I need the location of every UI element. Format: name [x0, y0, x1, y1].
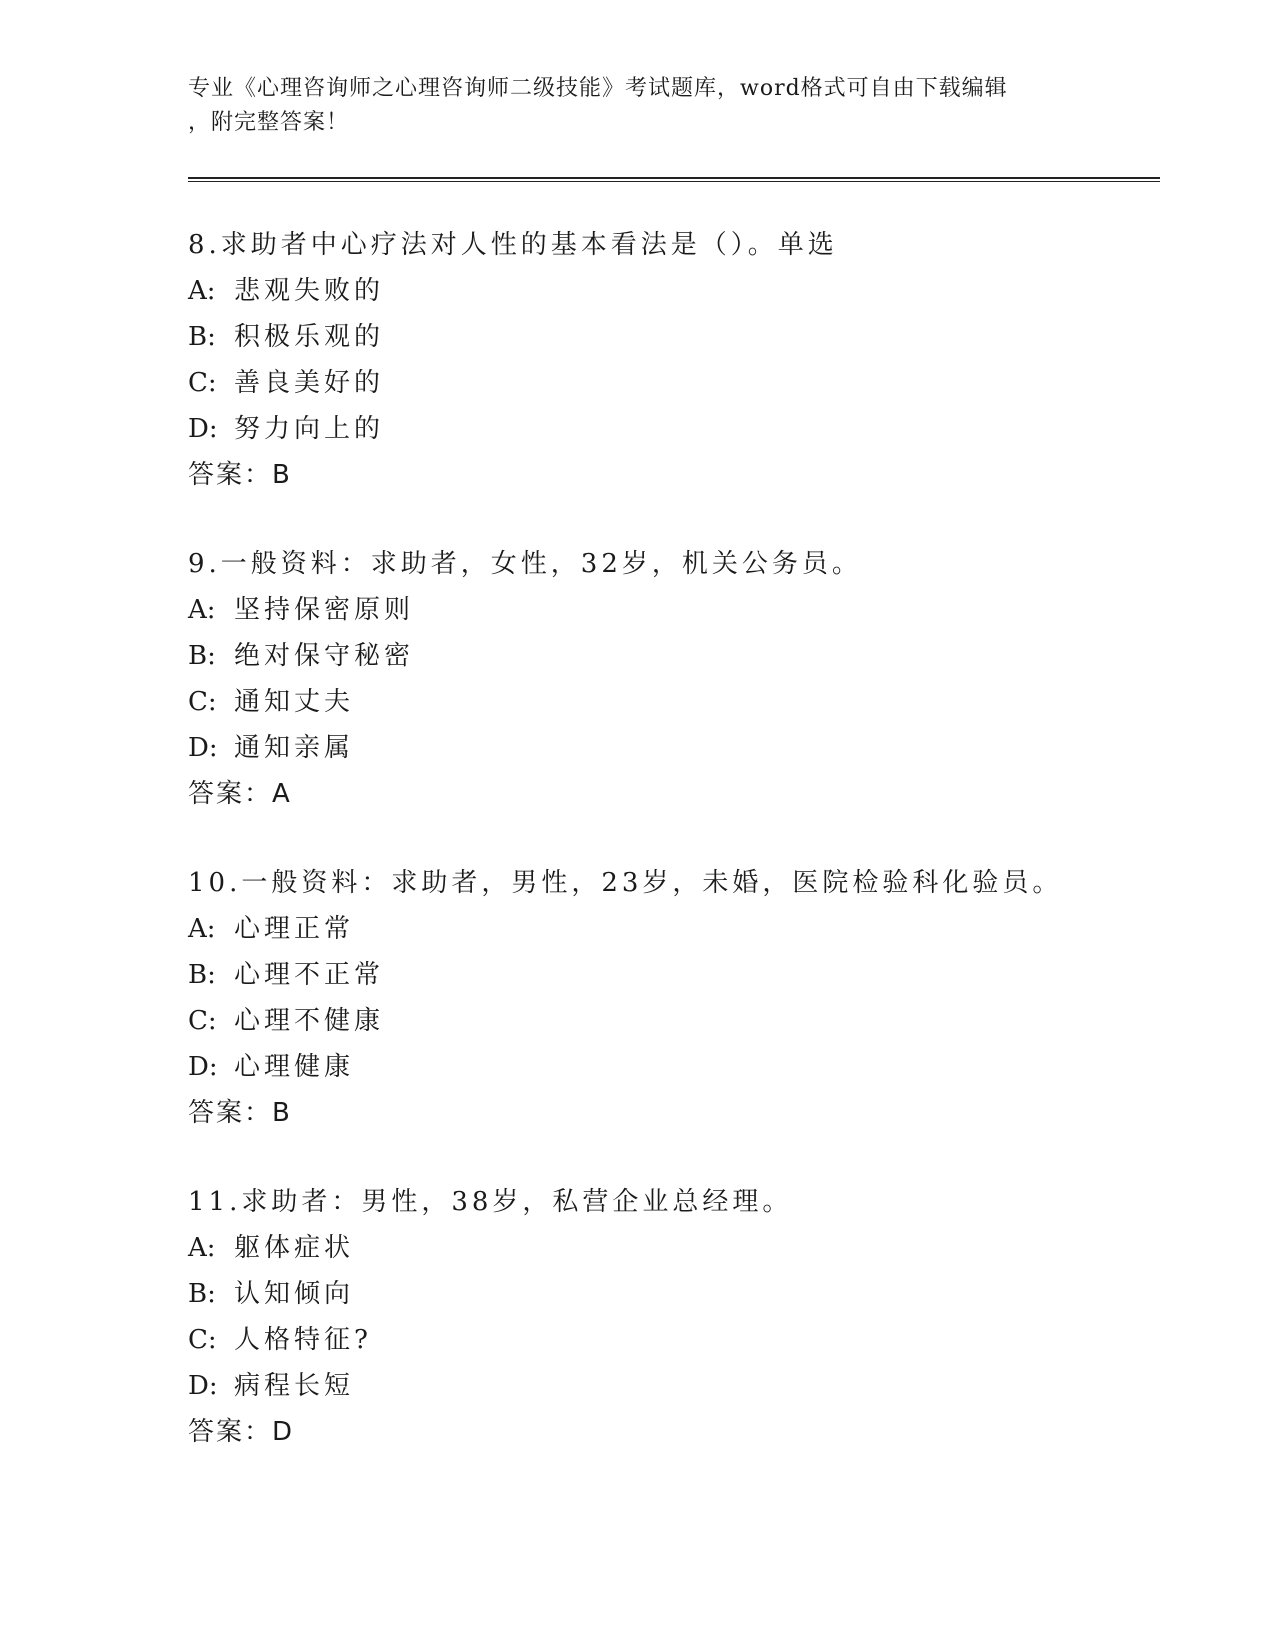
option-text: 认知倾向: [234, 1279, 355, 1309]
option-key: A:: [188, 1233, 216, 1263]
option-d: [188, 406, 1168, 452]
option-text: 心理不正常: [234, 960, 385, 990]
question-stem: 10.一般资料：求助者，男性，23岁，未婚，医院检验科化验员。: [188, 868, 1063, 898]
option-text: 通知丈夫: [234, 687, 355, 717]
option-key: B:: [188, 960, 216, 990]
option-text: 心理健康: [234, 1052, 355, 1082]
option-text: 悲观失败的: [234, 276, 385, 306]
option-text: 绝对保守秘密: [234, 641, 415, 671]
option-a: [188, 268, 1168, 314]
document-header: [188, 72, 1068, 140]
question-stem: 9.一般资料：求助者，女性，32岁，机关公务员。: [188, 549, 862, 579]
question-stem: 8.求助者中心疗法对人性的基本看法是（）。单选: [188, 230, 838, 260]
option-key: D:: [188, 1052, 218, 1082]
option-key: C:: [188, 1006, 217, 1036]
answer-line: 答案：B: [188, 460, 292, 490]
option-key: B:: [188, 641, 216, 671]
option-b: [188, 952, 1168, 998]
option-key: A:: [188, 276, 216, 306]
option-key: B:: [188, 322, 216, 352]
option-text: 心理不健康: [234, 1006, 385, 1036]
header-line-2: ，附完整答案！: [188, 110, 350, 135]
option-a: [188, 587, 1168, 633]
option-key: C:: [188, 368, 217, 398]
option-key: D:: [188, 1371, 218, 1401]
option-text: 坚持保密原则: [234, 595, 415, 625]
answer-line: 答案：B: [188, 1098, 292, 1128]
question-block: [188, 860, 1168, 1136]
answer-line: 答案：A: [188, 779, 292, 809]
option-key: C:: [188, 687, 217, 717]
option-d: [188, 725, 1168, 771]
option-text: 躯体症状: [234, 1233, 355, 1263]
option-text: 积极乐观的: [234, 322, 385, 352]
option-text: 善良美好的: [234, 368, 385, 398]
question-stem: 11.求助者：男性，38岁，私营企业总经理。: [188, 1187, 793, 1217]
option-key: B:: [188, 1279, 216, 1309]
option-c: [188, 1317, 1168, 1363]
option-c: [188, 679, 1168, 725]
option-d: [188, 1363, 1168, 1409]
option-c: [188, 360, 1168, 406]
option-a: [188, 906, 1168, 952]
answer-line: 答案：D: [188, 1417, 295, 1447]
option-key: C:: [188, 1325, 217, 1355]
question-block: [188, 541, 1168, 817]
option-text: 病程长短: [234, 1371, 355, 1401]
question-block: [188, 222, 1168, 498]
option-text: 努力向上的: [234, 414, 385, 444]
question-block: [188, 1179, 1168, 1455]
option-key: A:: [188, 914, 216, 944]
header-divider: [188, 177, 1160, 182]
header-line-1: 专业《心理咨询师之心理咨询师二级技能》考试题库，word格式可自由下载编辑: [188, 76, 1008, 101]
option-text: 人格特征?: [234, 1325, 372, 1355]
option-key: D:: [188, 414, 218, 444]
option-text: 心理正常: [234, 914, 355, 944]
option-b: [188, 633, 1168, 679]
option-c: [188, 998, 1168, 1044]
option-key: D:: [188, 733, 218, 763]
option-text: 通知亲属: [234, 733, 355, 763]
option-d: [188, 1044, 1168, 1090]
option-b: [188, 314, 1168, 360]
option-a: [188, 1225, 1168, 1271]
option-b: [188, 1271, 1168, 1317]
option-key: A:: [188, 595, 216, 625]
